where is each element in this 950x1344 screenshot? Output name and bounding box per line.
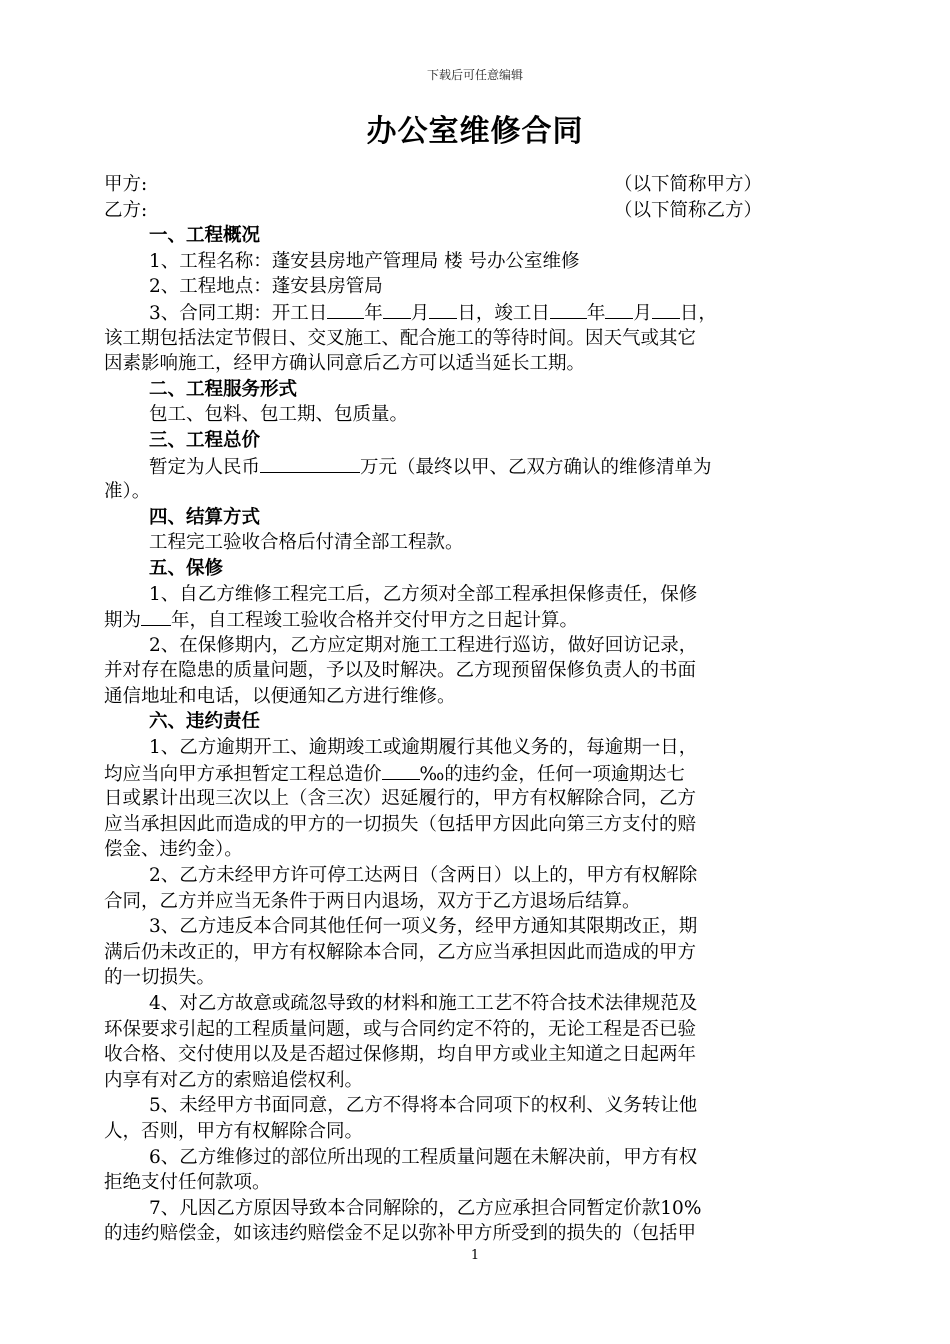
- contract-title: 办公室维修合同: [366, 114, 584, 149]
- clause-line: 的违约赔偿金，如该违约赔偿金不足以弥补甲方所受到的损失的（包括甲: [104, 1223, 697, 1245]
- party-a-line: [104, 172, 804, 198]
- section-heading: 五、保修: [149, 557, 224, 579]
- text-fragment: ‰的违约金，任何一项逾期达七: [419, 763, 685, 785]
- blank-field: [652, 300, 680, 319]
- clause-line: 6、乙方维修过的部位所出现的工程质量问题在未解决前，甲方有权: [149, 1146, 698, 1168]
- blank-field: [141, 607, 171, 626]
- blank-field: [429, 300, 457, 319]
- clause-line: 日或累计出现三次以上（含三次）迟延履行的，甲方有权解除合同，乙方: [104, 788, 697, 810]
- clause-line: 2、乙方未经甲方许可停工达两日（含两日）以上的，甲方有权解除: [149, 865, 698, 887]
- contract-body: [104, 172, 804, 1247]
- blank-field: [550, 300, 587, 319]
- clause-line: 工程完工验收合格后付清全部工程款。: [149, 532, 464, 554]
- clause-line: 的一切损失。: [104, 967, 216, 989]
- party-b-label: 乙方:: [104, 199, 148, 221]
- text-fragment: 万元（最终以甲、乙双方确认的维修清单为: [360, 456, 712, 478]
- text-fragment: 年: [364, 302, 383, 324]
- blank-field: [382, 761, 420, 780]
- clause-line: 4、对乙方故意或疏忽导致的材料和施工工艺不符合技术法律规范及: [149, 993, 698, 1014]
- clause-line: 应当承担因此而造成的甲方的一切损失（包括甲方因此向第三方支付的赔: [104, 813, 697, 835]
- blank-field: [260, 454, 360, 473]
- text-fragment: 3、合同工期：开工日: [149, 302, 328, 324]
- clause-line-price: [104, 454, 804, 480]
- clause-line: 并对存在隐患的质量问题，予以及时解决。乙方现预留保修负责人的书面: [104, 660, 697, 682]
- clause-line: 拒绝支付任何款项。: [104, 1172, 271, 1194]
- section-heading: 六、违约责任: [149, 711, 261, 733]
- page-number: 1: [470, 1248, 480, 1263]
- clause-line: 2、在保修期内，乙方应定期对施工工程进行巡访，做好回访记录，: [149, 634, 698, 656]
- text-fragment: 暂定为人民币: [149, 456, 261, 478]
- clause-line: 1、乙方逾期开工、逾期竣工或逾期履行其他义务的，每逾期一日，: [149, 737, 698, 759]
- blank-field: [327, 300, 364, 319]
- clause-line-warranty: [104, 607, 804, 633]
- section-heading: 二、工程服务形式: [149, 378, 298, 400]
- clause-line: 收合格、交付使用以及是否超过保修期，均自甲方或业主知道之日起两年: [104, 1044, 697, 1066]
- text-fragment: 年: [586, 302, 606, 324]
- section-heading: 四、结算方式: [149, 506, 261, 528]
- clause-line: 环保要求引起的工程质量问题，或与合同约定不符的，无论工程是否已验: [104, 1018, 697, 1040]
- blank-field: [605, 300, 633, 319]
- section-heading: 三、工程总价: [149, 429, 261, 451]
- clause-line: 通信地址和电话，以便通知乙方进行维修。: [104, 685, 456, 707]
- clause-line: 人，否则，甲方有权解除合同。: [104, 1120, 364, 1142]
- section-heading: 一、工程概况: [149, 225, 261, 247]
- text-fragment: 月: [633, 302, 652, 324]
- clause-line: 1、自乙方维修工程完工后，乙方须对全部工程承担保修责任，保修: [149, 583, 698, 605]
- clause-line: 偿金、违约金）。: [104, 839, 243, 861]
- clause-line: 5、未经甲方书面同意，乙方不得将本合同项下的权利、义务转让他: [149, 1095, 698, 1117]
- party-b-note: （以下简称乙方）: [614, 199, 763, 221]
- clause-line: 2、工程地点：蓬安县房管局: [149, 276, 383, 298]
- clause-line-duration: [104, 300, 804, 326]
- text-fragment: 日，竣工日: [457, 302, 550, 324]
- header-note: 下载后可任意编辑: [426, 68, 523, 82]
- party-a-label: 甲方:: [104, 174, 148, 195]
- clause-line: 该工期包括法定节假日、交叉施工、配合施工的等待时间。因天气或其它: [104, 327, 697, 349]
- clause-line-penalty: [104, 761, 804, 787]
- party-b-line: [104, 198, 804, 224]
- clause-line: 满后仍未改正的，甲方有权解除本合同，乙方应当承担因此而造成的甲方: [104, 941, 697, 963]
- clause-line: 准）。: [104, 481, 151, 503]
- blank-field: [383, 300, 411, 319]
- clause-line: 合同，乙方并应当无条件于两日内退场，双方于乙方退场后结算。: [104, 890, 641, 912]
- party-a-note: （以下简称甲方）: [614, 174, 763, 195]
- clause-line: 内享有对乙方的索赔追偿权利。: [104, 1069, 364, 1091]
- text-fragment: 年，自工程竣工验收合格并交付甲方之日起计算。: [171, 610, 579, 632]
- text-fragment: 月: [410, 302, 430, 324]
- text-fragment: 期为: [104, 610, 142, 632]
- clause-line: 因素影响施工，经甲方确认同意后乙方可以适当延长工期。: [104, 353, 586, 375]
- clause-line: 包工、包料、包工期、包质量。: [149, 404, 409, 426]
- clause-line: 7、凡因乙方原因导致本合同解除的，乙方应承担合同暂定价款10%: [149, 1197, 702, 1219]
- clause-line: 3、乙方违反本合同其他任何一项义务，经甲方通知其限期改正，期: [149, 916, 698, 938]
- text-fragment: 均应当向甲方承担暂定工程总造价: [104, 763, 382, 785]
- clause-line: 1、工程名称：蓬安县房地产管理局 楼 号办公室维修: [149, 250, 580, 272]
- text-fragment: 日，: [679, 302, 717, 324]
